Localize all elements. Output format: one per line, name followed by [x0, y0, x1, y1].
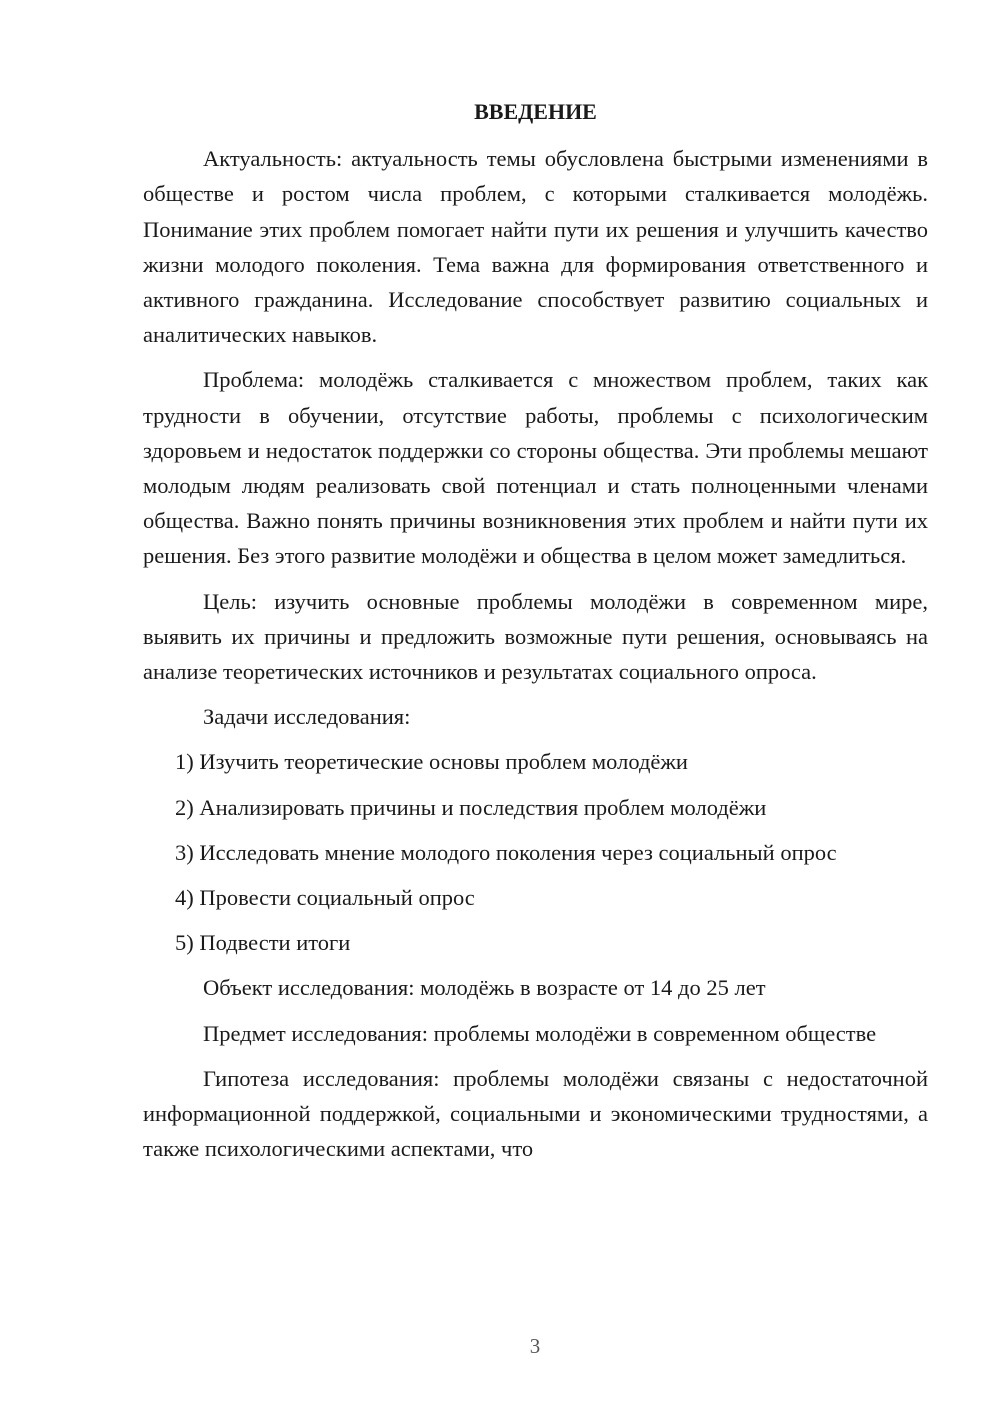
research-object: Объект исследования: молодёжь в возрасте от 14 до 25 лет	[203, 975, 766, 1001]
list-item: 4) Провести социальный опрос	[175, 885, 475, 911]
research-subject: Предмет исследования: проблемы молодёжи в современном обществе	[203, 1020, 877, 1046]
relevance-paragraph: Актуальность: актуальность темы обусловлена быстрыми изменениями в обществе и ростом числа проблем, с которыми сталкивается молодёжь. Понимание этих проблем помогает найти пути их решения и улучшить качество жизни молодого поколения. Тема важна для формирования ответственного и активного гражданина. Исследование способствует развитию социальных и аналитических навыков.	[143, 146, 928, 348]
list-item: 5) Подвести итоги	[175, 930, 351, 956]
list-item: 2) Анализировать причины и последствия проблем молодёжи	[175, 794, 767, 820]
tasks-heading: Задачи исследования:	[203, 704, 411, 730]
tasks-list	[143, 744, 928, 960]
page-number: 3	[529, 1334, 541, 1358]
problem-paragraph: Проблема: молодёжь сталкивается с множеством проблем, таких как трудности в обучении, отсутствие работы, проблемы с психологическим здоровьем и недостаток поддержки со стороны общества. Эти проблемы мешают молодым людям реализовать свой потенциал и стать полноценными членами общества. Важно понять причины возникновения этих проблем и найти пути их решения. Без этого развитие молодёжи и общества в целом может замедлиться.	[143, 367, 928, 569]
page-content	[143, 94, 928, 1176]
page-title: ВВЕДЕНИЕ	[474, 99, 597, 124]
research-hypothesis: Гипотеза исследования: проблемы молодёжи связаны с недостаточной информационной поддержкой, социальными и экономическими трудностями, а также психологическими аспектами, что	[143, 1065, 928, 1162]
list-item: 1) Изучить теоретические основы проблем молодёжи	[175, 749, 688, 775]
goal-paragraph: Цель: изучить основные проблемы молодёжи в современном мире, выявить их причины и предложить возможные пути решения, основываясь на анализе теоретических источников и результатах социального опроса.	[143, 588, 928, 685]
list-item: 3) Исследовать мнение молодого поколения через социальный опрос	[175, 839, 837, 865]
